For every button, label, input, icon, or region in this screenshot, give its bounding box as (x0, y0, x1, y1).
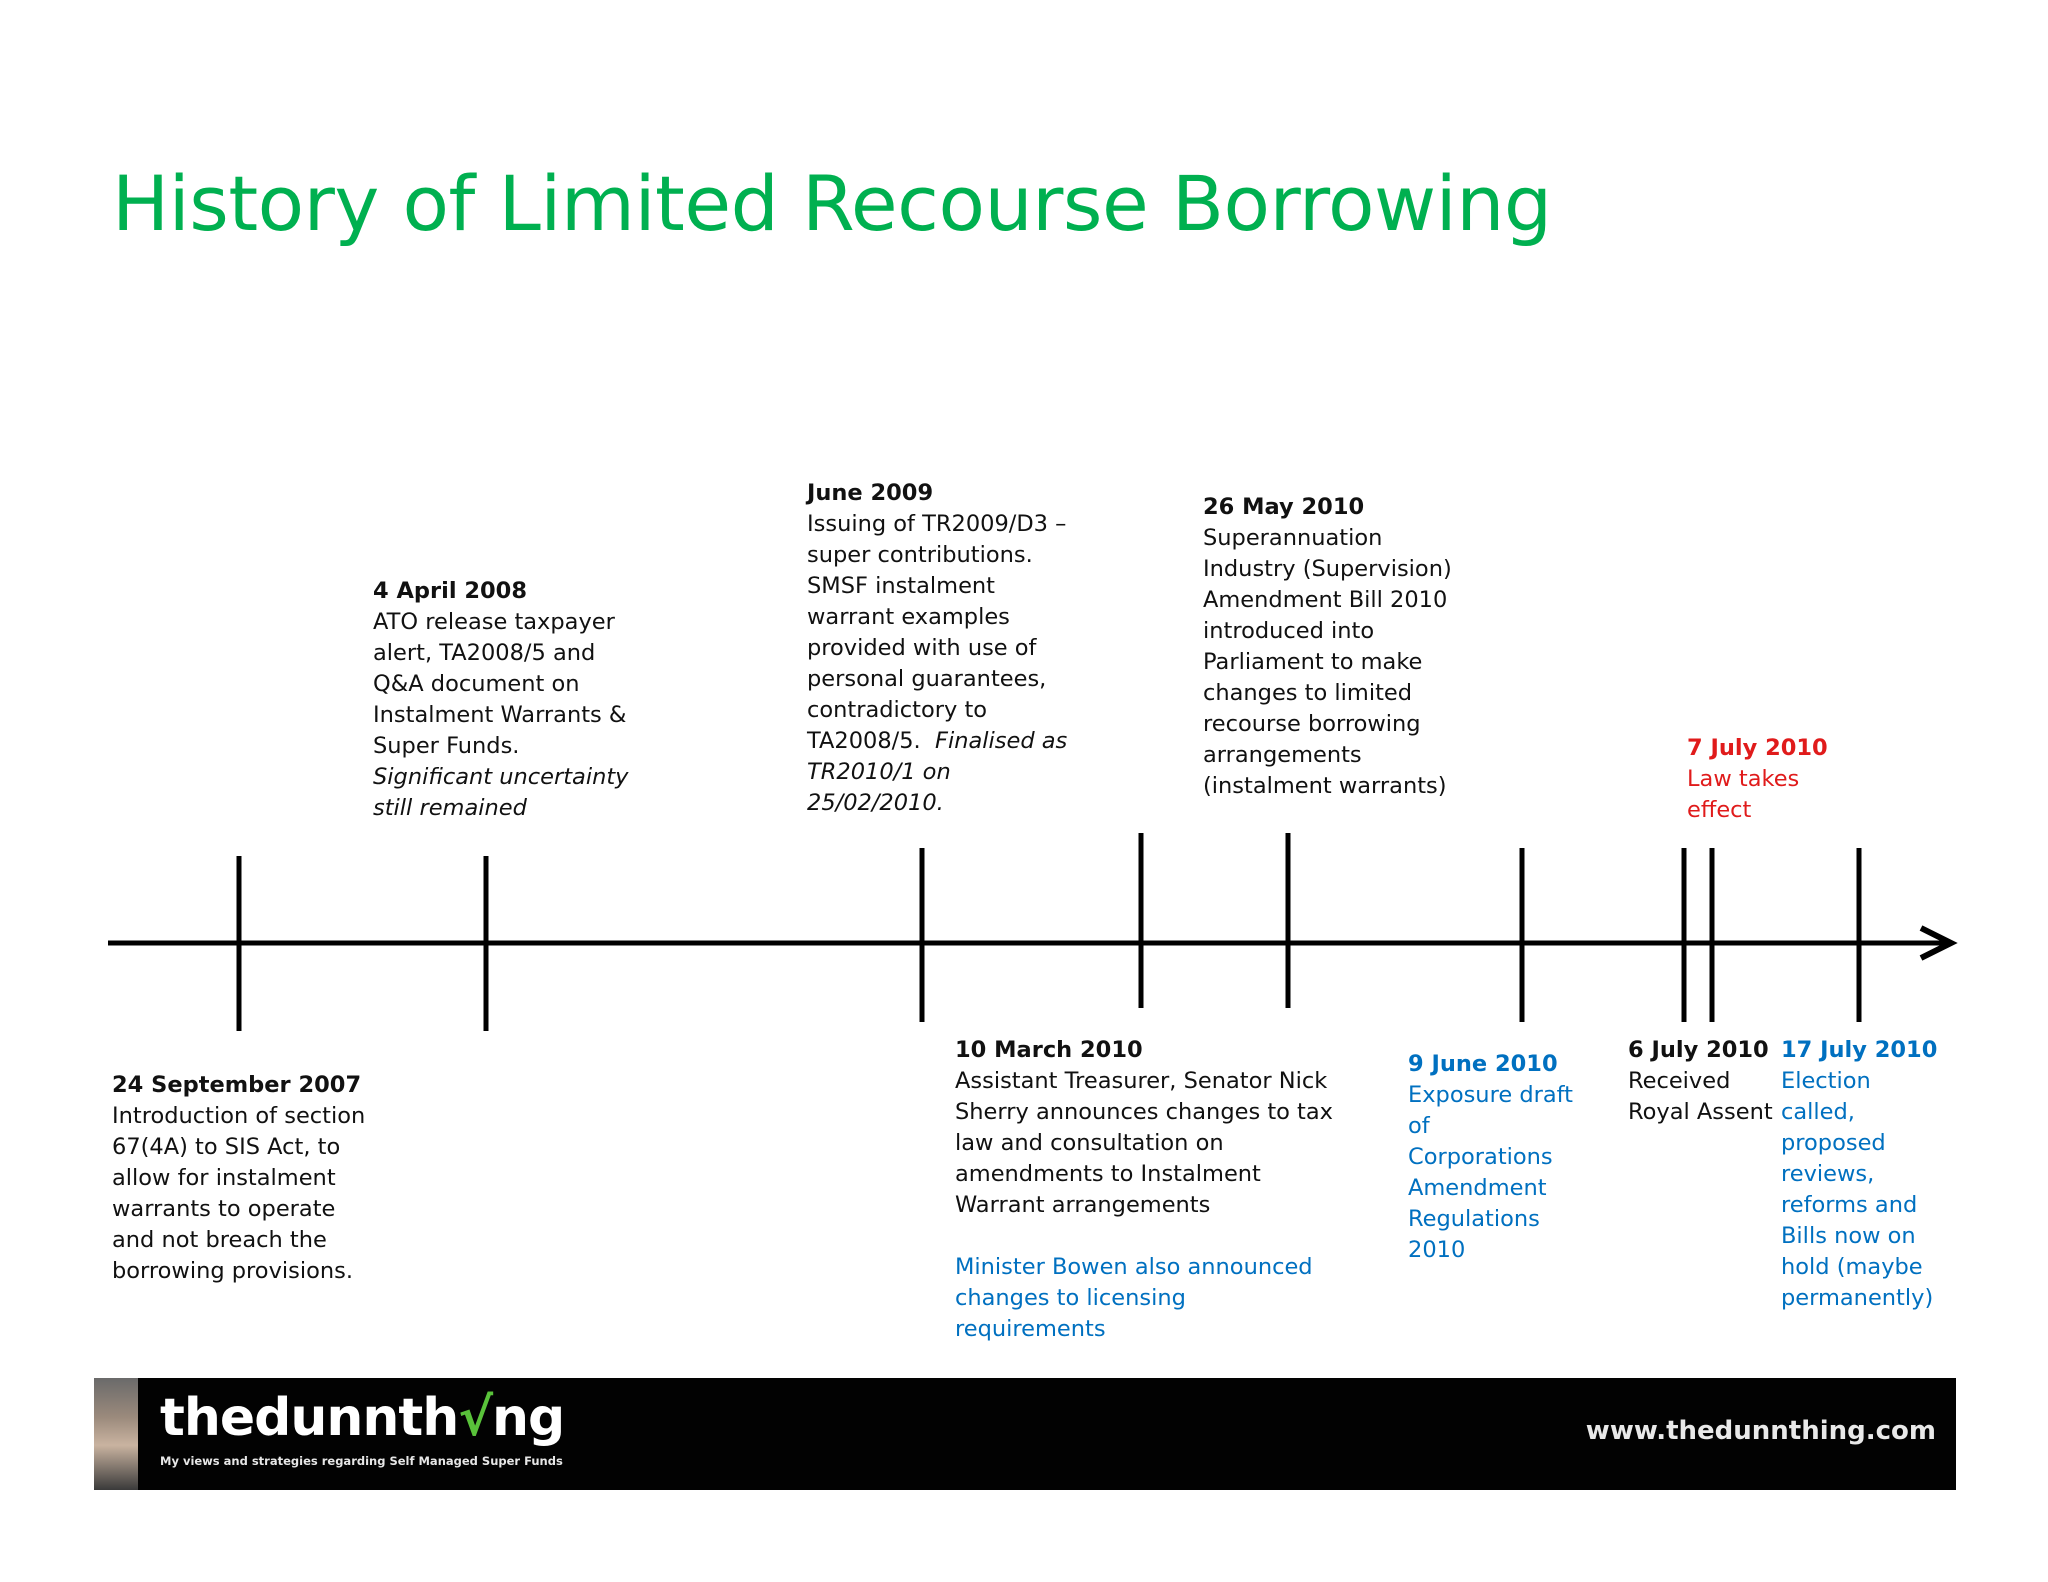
event-line: Regulations (1408, 1206, 1540, 1232)
event-jul6-2010 (1628, 1035, 1773, 1128)
event-line: called, (1781, 1099, 1855, 1125)
event-line: recourse borrowing (1203, 711, 1421, 737)
event-line: amendments to Instalment (955, 1161, 1261, 1187)
event-date: June 2009 (807, 480, 934, 506)
event-sep-2007 (112, 1070, 365, 1287)
event-line: Instalment Warrants & (373, 702, 627, 728)
event-jun-2009 (807, 478, 1067, 819)
event-jun-2010 (1408, 1049, 1573, 1266)
event-line: 25/02/2010. (807, 790, 944, 816)
event-line: Minister Bowen also announced (955, 1254, 1313, 1280)
event-text: TA2008/5. (807, 728, 936, 754)
event-may-2010 (1203, 492, 1452, 802)
event-line: Industry (Supervision) (1203, 556, 1452, 582)
event-line: proposed (1781, 1130, 1886, 1156)
event-date: 9 June 2010 (1408, 1051, 1558, 1077)
event-line: (instalment warrants) (1203, 773, 1447, 799)
event-line: Received (1628, 1068, 1731, 1094)
event-line: SMSF instalment (807, 573, 996, 599)
event-date: 7 July 2010 (1687, 735, 1828, 761)
event-line: introduced into (1203, 618, 1375, 644)
event-date: 17 July 2010 (1781, 1037, 1938, 1063)
footer-banner (94, 1378, 1956, 1490)
event-line: Parliament to make (1203, 649, 1423, 675)
event-line: Amendment (1408, 1175, 1547, 1201)
event-line: warrant examples (807, 604, 1010, 630)
event-mar-2010 (955, 1035, 1333, 1345)
event-line: of (1408, 1113, 1430, 1139)
event-line: allow for instalment (112, 1165, 336, 1191)
event-line: super contributions. (807, 542, 1033, 568)
event-line: Assistant Treasurer, Senator Nick (955, 1068, 1328, 1094)
event-date: 26 May 2010 (1203, 494, 1365, 520)
event-line: borrowing provisions. (112, 1258, 354, 1284)
event-line: changes to licensing (955, 1285, 1186, 1311)
event-line: Amendment Bill 2010 (1203, 587, 1448, 613)
event-date: 6 July 2010 (1628, 1037, 1769, 1063)
event-line: Issuing of TR2009/D3 – (807, 511, 1067, 537)
checkmark-icon: √ (458, 1388, 492, 1448)
event-line: law and consultation on (955, 1130, 1224, 1156)
website-link[interactable]: www.thedunnthing.com (1585, 1416, 1936, 1446)
event-line: warrants to operate (112, 1196, 336, 1222)
event-line: Sherry announces changes to tax (955, 1099, 1333, 1125)
event-line: permanently) (1781, 1285, 1934, 1311)
author-photo (94, 1378, 138, 1490)
event-line: 2010 (1408, 1237, 1466, 1263)
event-line: still remained (373, 795, 527, 821)
logo-text: thedunnth (160, 1388, 459, 1448)
event-line: reforms and (1781, 1192, 1918, 1218)
event-line: reviews, (1781, 1161, 1875, 1187)
event-line: personal guarantees, (807, 666, 1047, 692)
event-date: 24 September 2007 (112, 1072, 362, 1098)
event-line: Super Funds. (373, 733, 520, 759)
event-line (807, 726, 1067, 757)
event-date: 10 March 2010 (955, 1037, 1143, 1063)
event-line: and not breach the (112, 1227, 327, 1253)
event-line: provided with use of (807, 635, 1037, 661)
event-line: hold (maybe (1781, 1254, 1923, 1280)
event-line: TR2010/1 on (807, 759, 951, 785)
event-line: Warrant arrangements (955, 1192, 1211, 1218)
event-line: 67(4A) to SIS Act, to (112, 1134, 341, 1160)
event-jul17-2010 (1781, 1035, 1937, 1314)
page-title: History of Limited Recourse Borrowing (112, 159, 1552, 248)
event-line: contradictory to (807, 697, 988, 723)
event-line: Superannuation (1203, 525, 1383, 551)
event-line: Bills now on (1781, 1223, 1916, 1249)
event-line: Law takes (1687, 766, 1800, 792)
event-line: Introduction of section (112, 1103, 366, 1129)
event-apr-2008 (373, 576, 629, 824)
event-line: alert, TA2008/5 and (373, 640, 596, 666)
event-line: Royal Assent (1628, 1099, 1773, 1125)
event-line: requirements (955, 1316, 1106, 1342)
event-text: Finalised as (935, 728, 1068, 754)
spacer (955, 1221, 1333, 1252)
event-line: Corporations (1408, 1144, 1553, 1170)
logo-text: ng (492, 1388, 565, 1448)
event-line: Q&A document on (373, 671, 580, 697)
site-tagline: My views and strategies regarding Self Managed Super Funds (160, 1454, 563, 1468)
event-line: effect (1687, 797, 1752, 823)
event-date: 4 April 2008 (373, 578, 527, 604)
event-line: Election (1781, 1068, 1871, 1094)
event-line: ATO release taxpayer (373, 609, 615, 635)
event-line: Significant uncertainty (373, 764, 629, 790)
site-logo[interactable] (160, 1386, 564, 1450)
event-line: arrangements (1203, 742, 1362, 768)
event-jul7-2010 (1687, 733, 1828, 826)
event-line: Exposure draft (1408, 1082, 1573, 1108)
event-line: changes to limited (1203, 680, 1413, 706)
